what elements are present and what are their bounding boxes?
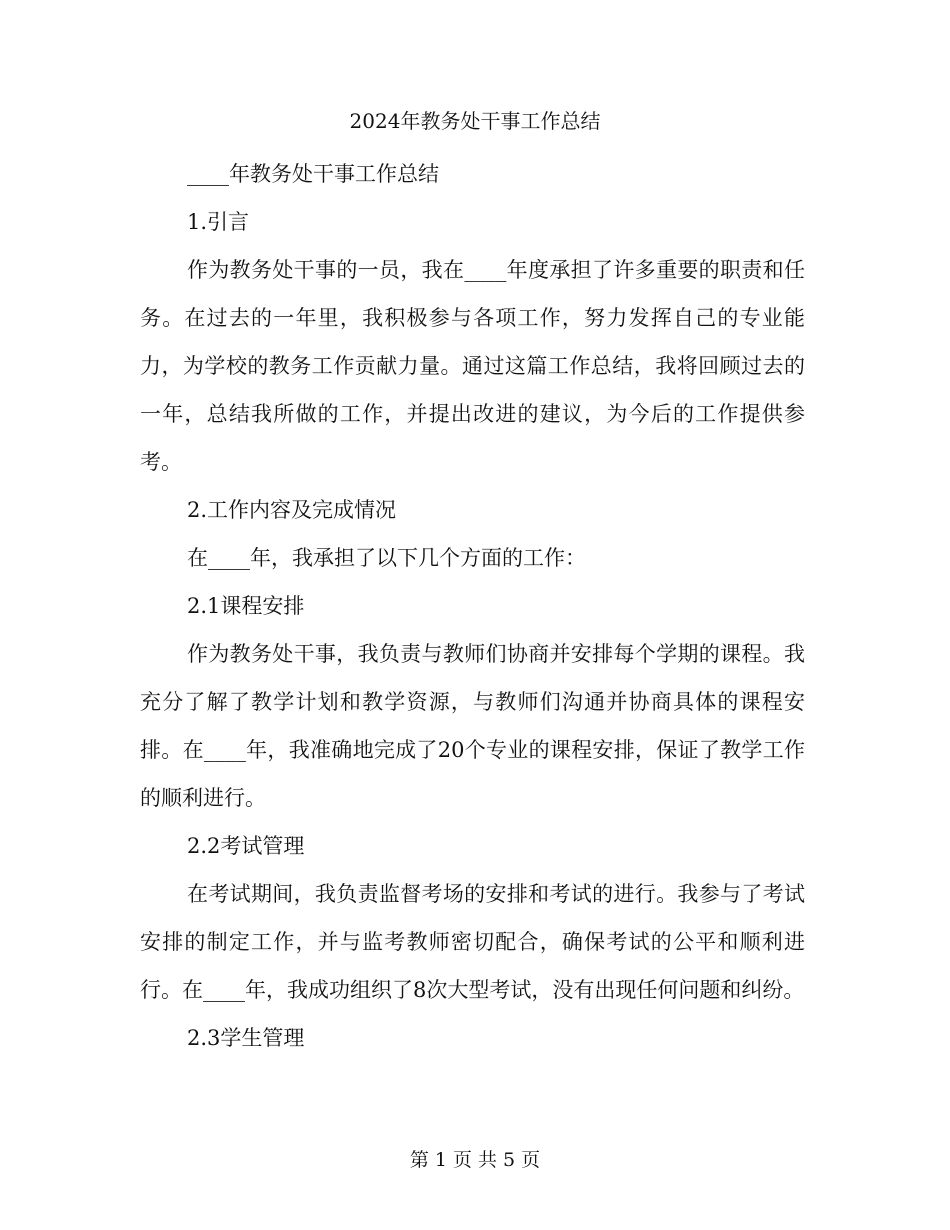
body-paragraph: 在____年，我承担了以下几个方面的工作： xyxy=(187,546,586,570)
subsection-heading-exam-management: 2.2考试管理 xyxy=(187,834,305,858)
page-number-footer: 第 1 页 共 5 页 xyxy=(409,1149,541,1171)
section-heading-work-content: 2.工作内容及完成情况 xyxy=(187,498,397,522)
body-paragraph: 作为教务处干事的一员，我在____年度承担了许多重要的职责和任务。在过去的一年里，我积极参与各项工作，努力发挥自己的专业能力，为学校的教务工作贡献力量。通过这篇工作总结，我将回顾过去的一年，总结我所做的工作，并提出改进的建议，为今后的工作提供参考。 xyxy=(140,258,805,474)
document-body xyxy=(140,150,805,1062)
body-paragraph: 作为教务处干事，我负责与教师们协商并安排每个学期的课程。我充分了解了教学计划和教学资源，与教师们沟通并协商具体的课程安排。在____年，我准确地完成了20个专业的课程安排，保证了教学工作的顺利进行。 xyxy=(140,642,805,810)
subtitle-paragraph: ____年教务处干事工作总结 xyxy=(187,162,439,186)
subsection-heading-course-schedule: 2.1课程安排 xyxy=(187,594,305,618)
document-title: 2024年教务处干事工作总结 xyxy=(349,109,601,133)
body-paragraph: 在考试期间，我负责监督考场的安排和考试的进行。我参与了考试安排的制定工作，并与监考教师密切配合，确保考试的公平和顺利进行。在____年，我成功组织了8次大型考试，没有出现任何问题和纠纷。 xyxy=(140,882,805,1002)
subsection-heading-student-management: 2.3学生管理 xyxy=(187,1026,305,1050)
section-heading-introduction: 1.引言 xyxy=(187,210,250,234)
